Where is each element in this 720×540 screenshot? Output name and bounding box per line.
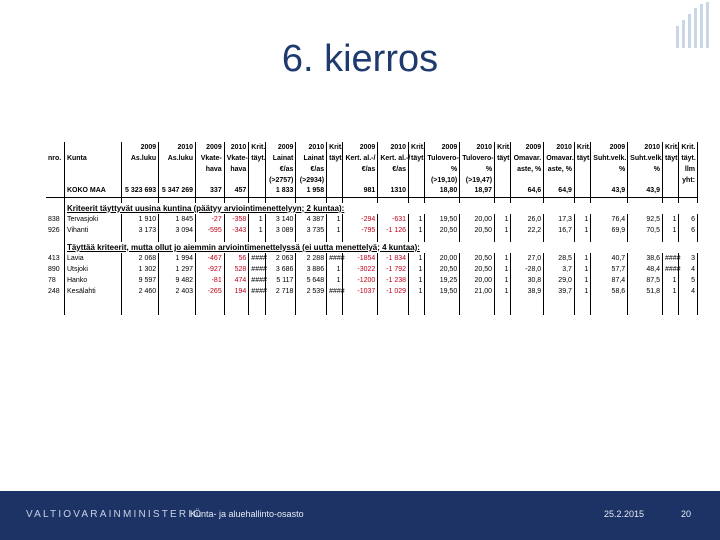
table-cell: 1 845 [159,214,196,225]
table-cell: 3,7 [544,264,575,275]
table-cell [196,175,225,186]
table-cell: 1 910 [122,214,159,225]
table-cell: 29,0 [544,275,575,286]
section-heading-row [46,203,698,214]
table-cell [495,175,511,186]
table-cell: 2 288 [296,253,327,264]
table-cell: 3 094 [159,225,196,236]
table-cell: Vihanti [64,225,121,236]
table-cell: -358 [224,214,249,225]
table-cell: 1 [574,286,590,297]
table-cell: #### [249,264,265,275]
table-cell: 413 [46,253,64,264]
table-cell [159,175,196,186]
table-cell: 26,0 [511,214,544,225]
table-row [46,264,698,275]
table-cell: 1 [327,275,343,286]
table-cell: 1310 [378,186,409,197]
department-name: Kunta- ja aluehallinto-osasto [190,509,304,519]
table-cell: 1 302 [122,264,159,275]
table-cell: -467 [196,253,225,264]
table-cell: As.luku [122,153,159,164]
table-cell: 3 886 [296,264,327,275]
page-number: 20 [681,509,692,519]
table-cell: 1 [409,275,425,286]
table-cell: 3 140 [265,214,296,225]
table-cell [663,186,679,197]
table-cell: 2010 [544,142,575,153]
table-cell: Krit. [495,142,511,153]
table-cell: 51,8 [628,286,663,297]
table-cell: 64,9 [544,186,575,197]
table-cell: nro. [46,153,64,164]
table-cell: 78 [46,275,64,286]
table-cell: -795 [343,225,378,236]
table-cell: 1 833 [265,186,296,197]
table-cell: % [460,164,495,175]
table-cell: aste, % [544,164,575,175]
table-cell: -1 834 [378,253,409,264]
table-cell [343,175,378,186]
header-row [46,153,698,164]
table-cell: 5 [679,275,698,286]
table-cell: täyt. [574,153,590,164]
table-cell: 20,50 [460,253,495,264]
table-cell: (>19,10) [425,175,460,186]
table-cell: 2009 [265,142,296,153]
table-cell: 1 [663,275,679,286]
table-cell: -1 238 [378,275,409,286]
table-cell [574,164,590,175]
table-body [46,142,698,315]
table-row [46,286,698,297]
table-cell [574,175,590,186]
table-cell: Utsjoki [64,264,121,275]
section-heading-row [46,242,698,253]
header-row [46,142,698,153]
table-cell: 474 [224,275,249,286]
table-cell: 87,5 [628,275,663,286]
table-cell: Suht.velk. [628,153,663,164]
table-cell: 48,4 [628,264,663,275]
table-cell: 2009 [343,142,378,153]
table-cell: 64,6 [511,186,544,197]
table-cell: 20,00 [460,275,495,286]
table-cell: 2010 [224,142,249,153]
header-row [46,175,698,186]
table-cell: yht: [679,175,698,186]
table-cell: -3022 [343,264,378,275]
criteria-table-container [46,142,698,378]
table-cell: 457 [224,186,249,197]
table-cell: 2009 [591,142,628,153]
table-cell: % [425,164,460,175]
table-cell [64,175,121,186]
footer-bar [0,491,720,540]
table-cell: -1 029 [378,286,409,297]
table-cell: täyt. [249,153,265,164]
table-cell: 21,00 [460,286,495,297]
table-cell: 18,80 [425,186,460,197]
table-cell: 9 482 [159,275,196,286]
table-cell: -1037 [343,286,378,297]
table-row [46,214,698,225]
table-cell: 2 403 [159,286,196,297]
table-cell: 2010 [628,142,663,153]
table-cell: Kunta [64,153,121,164]
table-cell [327,175,343,186]
table-cell: 92,5 [628,214,663,225]
table-cell [409,164,425,175]
table-cell: 1 [409,253,425,264]
table-cell: 20,50 [425,264,460,275]
table-cell: Krit. [679,142,698,153]
table-cell [409,175,425,186]
table-cell [409,186,425,197]
table-cell: hava [224,164,249,175]
table-cell: 2009 [122,142,159,153]
table-cell: 2 460 [122,286,159,297]
section-heading: Täyttää kriteerit, mutta ollut jo aiemmin arviointimenettelyssä (ei uutta menettelyä; 4 kuntaa): [66,242,420,252]
table-cell: 1 [409,286,425,297]
section-heading: Kriteerit täyttyvät uusina kuntina (päätyy arviointimenettelyyn; 2 kuntaa): [66,203,345,213]
table-cell [224,175,249,186]
table-cell [46,242,64,253]
table-cell: #### [249,253,265,264]
table-cell [122,175,159,186]
table-cell: #### [249,275,265,286]
table-cell: 1 994 [159,253,196,264]
table-cell: 20,50 [460,264,495,275]
table-cell: 1 [409,264,425,275]
table-row [46,275,698,286]
table-cell: 1 [409,214,425,225]
table-cell: 3 173 [122,225,159,236]
table-cell: 337 [196,186,225,197]
table-cell: -595 [196,225,225,236]
table-cell: llm [679,164,698,175]
table-cell: Tulovero- [460,153,495,164]
table-cell [64,164,121,175]
table-cell: €/as [378,164,409,175]
table-cell: Krit. [574,142,590,153]
table-cell: 2 539 [296,286,327,297]
table-cell: 27,0 [511,253,544,264]
table-cell: #### [327,253,343,264]
table-cell: Kert. al.-/ [378,153,409,164]
table-cell: (>2934) [296,175,327,186]
table-cell: hava [196,164,225,175]
table-cell [591,175,628,186]
table-cell [511,175,544,186]
table-cell [679,186,698,197]
table-cell: täyt. [663,153,679,164]
table-cell: 87,4 [591,275,628,286]
table-cell: 20,50 [460,225,495,236]
table-cell: 890 [46,264,64,275]
table-cell: 1 [574,253,590,264]
table-cell: #### [249,286,265,297]
table-cell: 838 [46,214,64,225]
table-cell: Krit. [249,142,265,153]
slide-title: 6. kierros [281,38,439,80]
table-cell: -1854 [343,253,378,264]
table-cell: 18,97 [460,186,495,197]
table-cell: 3 686 [265,264,296,275]
table-cell: -343 [224,225,249,236]
table-cell: 194 [224,286,249,297]
table-cell: Vkate- [224,153,249,164]
table-cell: 926 [46,225,64,236]
table-cell: 17,3 [544,214,575,225]
table-cell: 1 [495,253,511,264]
table-cell: 9 597 [122,275,159,286]
table-cell [544,175,575,186]
spacer-row [46,309,698,315]
table-cell: -631 [378,214,409,225]
table-cell: 19,50 [425,286,460,297]
table-cell: 1 [249,214,265,225]
table-cell: täyt. [327,153,343,164]
table-cell: 16,7 [544,225,575,236]
table-cell: Omavar. [511,153,544,164]
table-cell: -27 [196,214,225,225]
table-cell: aste, % [511,164,544,175]
table-cell: #### [663,264,679,275]
table-cell: #### [663,253,679,264]
table-cell: 69,9 [591,225,628,236]
table-cell: 4 [679,286,698,297]
table-cell: 38,9 [511,286,544,297]
table-cell: 1 [327,225,343,236]
table-cell: 4 [679,264,698,275]
table-cell: 2 068 [122,253,159,264]
table-cell: 4 387 [296,214,327,225]
table-cell [249,186,265,197]
table-cell: -265 [196,286,225,297]
table-cell: 1 [495,286,511,297]
table-cell [249,175,265,186]
table-cell: 1 [574,264,590,275]
header-row [46,164,698,175]
table-cell: -294 [343,214,378,225]
table-cell: Lainat [296,153,327,164]
table-cell: 5 347 269 [159,186,196,197]
table-cell: 1 [574,275,590,286]
table-cell: €/as [296,164,327,175]
table-cell: Krit. [409,142,425,153]
table-cell: 1 [574,225,590,236]
ministry-name: VALTIOVARAINMINISTERIÖ [26,509,204,520]
table-cell: 38,6 [628,253,663,264]
table-cell: 43,9 [591,186,628,197]
table-cell: 20,00 [425,253,460,264]
table-cell: 2010 [296,142,327,153]
table-cell: 2 063 [265,253,296,264]
table-cell: täyt. [679,153,698,164]
table-cell: 2010 [460,142,495,153]
table-cell: täyt. [495,153,511,164]
table-cell: Kesälahti [64,286,121,297]
table-cell: 1 [495,264,511,275]
table-cell [46,142,64,153]
table-cell: 1 [495,275,511,286]
table-cell [663,164,679,175]
table-cell: 3 [679,253,698,264]
table-cell [574,186,590,197]
table-cell: 1 [574,214,590,225]
criteria-table [46,142,698,315]
table-cell: Lainat [265,153,296,164]
table-cell [495,164,511,175]
table-cell: 5 648 [296,275,327,286]
table-cell: 2009 [511,142,544,153]
table-cell [378,175,409,186]
table-cell: 1 297 [159,264,196,275]
table-cell: 2010 [378,142,409,153]
table-cell: KOKO MAA [64,186,121,197]
table-cell [327,164,343,175]
table-cell: Suht.velk. [591,153,628,164]
table-cell: 39,7 [544,286,575,297]
table-cell: 2009 [196,142,225,153]
table-cell: 6 [679,214,698,225]
table-cell: Omavar. [544,153,575,164]
table-cell: 1 [327,214,343,225]
table-cell [628,175,663,186]
table-cell: -1200 [343,275,378,286]
table-cell: -1 126 [378,225,409,236]
table-cell: 248 [46,286,64,297]
table-cell: 3 735 [296,225,327,236]
table-cell: 76,4 [591,214,628,225]
table-cell: 1 [663,214,679,225]
table-cell: Vkate- [196,153,225,164]
table-cell [663,175,679,186]
table-cell: 40,7 [591,253,628,264]
table-cell: (>2757) [265,175,296,186]
table-cell: -1 792 [378,264,409,275]
table-cell [64,142,121,153]
table-cell: 6 [679,225,698,236]
slide-date: 25.2.2015 [604,509,645,519]
table-cell [122,164,159,175]
table-cell: (>19,47) [460,175,495,186]
table-cell [327,186,343,197]
table-cell: 28,5 [544,253,575,264]
table-cell: 2 718 [265,286,296,297]
table-cell: 981 [343,186,378,197]
table-cell: 1 958 [296,186,327,197]
table-cell: Krit. [327,142,343,153]
table-cell: 5 323 693 [122,186,159,197]
table-cell: 528 [224,264,249,275]
table-cell: % [628,164,663,175]
table-cell: 20,00 [460,214,495,225]
table-cell: 43,9 [628,186,663,197]
table-cell [249,164,265,175]
table-cell: Tervasjoki [64,214,121,225]
table-cell: €/as [343,164,378,175]
table-cell: Krit. [663,142,679,153]
table-cell: 1 [663,286,679,297]
table-cell: -81 [196,275,225,286]
table-cell: #### [327,286,343,297]
table-cell: Hanko [64,275,121,286]
table-row [46,225,698,236]
table-cell: 1 [409,225,425,236]
table-cell: 19,50 [425,214,460,225]
table-cell: 3 089 [265,225,296,236]
table-cell: 30,8 [511,275,544,286]
table-cell: Kert. al.-/ [343,153,378,164]
table-cell: Lavia [64,253,121,264]
koko-maa-row [46,186,698,197]
table-cell: täyt. [409,153,425,164]
table-cell: 70,5 [628,225,663,236]
table-cell: -28,0 [511,264,544,275]
table-cell: 1 [663,225,679,236]
table-cell: 1 [495,214,511,225]
table-row [46,253,698,264]
table-cell: As.luku [159,153,196,164]
table-cell: 20,50 [425,225,460,236]
table-cell: 2009 [425,142,460,153]
table-cell: 1 [495,225,511,236]
table-cell [495,186,511,197]
table-cell: 58,6 [591,286,628,297]
table-cell: €/as [265,164,296,175]
table-cell: 1 [249,225,265,236]
table-cell: % [591,164,628,175]
table-cell: 19,25 [425,275,460,286]
table-cell: 2010 [159,142,196,153]
table-cell [159,164,196,175]
table-cell [46,186,64,197]
table-cell [46,203,64,214]
table-cell [46,164,64,175]
table-cell: 22,2 [511,225,544,236]
table-cell: 56 [224,253,249,264]
table-cell: 57,7 [591,264,628,275]
table-cell: Tulovero- [425,153,460,164]
table-cell: -927 [196,264,225,275]
table-cell: 1 [327,264,343,275]
table-cell: 5 117 [265,275,296,286]
table-cell [46,175,64,186]
